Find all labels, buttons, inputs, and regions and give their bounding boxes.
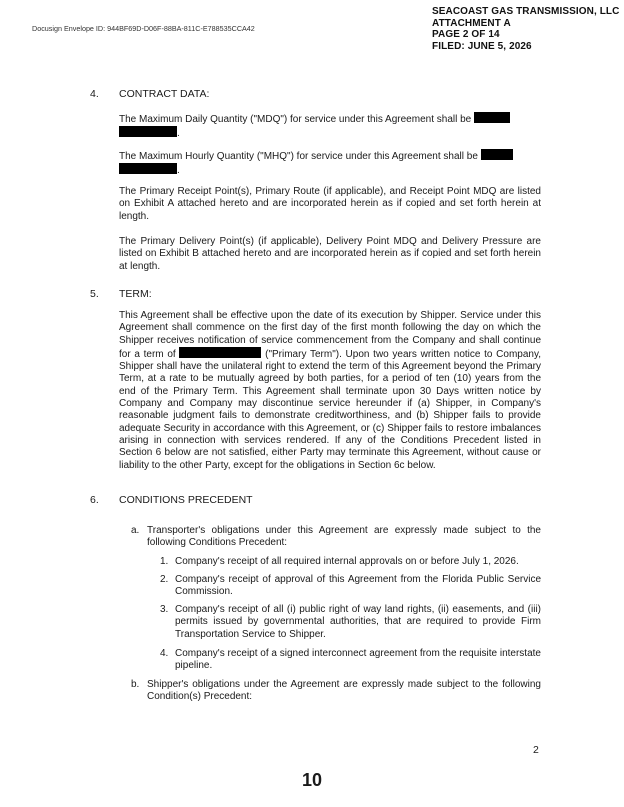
redaction-block	[179, 347, 261, 358]
mdq-text: The Maximum Daily Quantity ("MDQ") for service under this Agreement shall be	[119, 114, 472, 125]
section-4-number: 4.	[90, 88, 99, 100]
section-4-title: CONTRACT DATA:	[119, 88, 210, 100]
section-5-title: TERM:	[119, 288, 152, 300]
term-text-end: ("Primary Term"). Upon two years written notice to Company, Shipper shall have the unilateral right to extend the term of this Agreement beyond the Primary Term, at a rate to be mutually agreed by both parties, for a period of ten (10) years from the end of the Primary Term. This Agreement shall terminate upon 30 Days written notice by Company and Company may discontinue service hereunder if (a) Shipper, in Company's reasonable judgment fails to demonstrate creditworthiness, and (b) Shipper fails to provide adequate Security in accordance with this Agreement, or (c) Shipper fails to restore imbalances arising in connection with services rendered. If any of the Conditions Precedent listed in Section 6 below are not satisfied, either Party may terminate this Agreement, without cause or liability to the other Party, except for the obligations in Section 6c below.	[119, 348, 542, 471]
term-text-start: This Agreement shall be effective upon the date of its execution by Shipper. Service under this Agreement shall commence on the first day of the first month following the day on which the Shipper receives notification of service commencement from the Company and shall continue for a term of	[119, 310, 541, 360]
mhq-text: The Maximum Hourly Quantity ("MHQ") for service under this Agreement shall be	[119, 151, 478, 162]
header-page: PAGE 2 OF 14	[432, 29, 500, 40]
section-5-number: 5.	[90, 288, 99, 300]
header-filed-date: FILED: JUNE 5, 2026	[432, 40, 532, 52]
mdq-paragraph: The Maximum Daily Quantity ("MDQ") for service under this Agreement shall be .	[119, 112, 541, 141]
page-number: 2	[533, 744, 539, 756]
condition-item-number: 4.	[160, 648, 169, 659]
receipt-point-paragraph: The Primary Receipt Point(s), Primary Route (if applicable), and Receipt Point MDQ are listed on Exhibit A attached hereto and are incorporated herein as if copied and set forth herein at length.	[119, 186, 541, 222]
redaction-block	[481, 149, 513, 160]
condition-item-text: Company's receipt of all (i) public right of way land rights, (ii) easements, and (iii) permits issued by governmental authorities, that are required to provide Firm Transportation Service to Shipper.	[175, 604, 541, 640]
exhibit-page-number: 10	[302, 770, 323, 790]
condition-a-label: a.	[131, 525, 140, 536]
delivery-point-paragraph: The Primary Delivery Point(s) (if applicable), Delivery Point MDQ and Delivery Pressure are listed on Exhibit B attached hereto and are incorporated herein as if copied and set forth herein at length.	[119, 236, 541, 272]
condition-b-text: Shipper's obligations under the Agreement are expressly made subject to the following Condition(s) Precedent:	[147, 679, 541, 703]
filing-header	[432, 6, 619, 52]
condition-item-number: 3.	[160, 604, 169, 615]
condition-item-text: Company's receipt of all required internal approvals on or before July 1, 2026.	[175, 556, 519, 567]
redaction-block	[119, 163, 177, 174]
redaction-block	[474, 112, 510, 123]
redaction-block	[119, 126, 177, 137]
section-6-number: 6.	[90, 494, 99, 506]
header-company: SEACOAST GAS TRANSMISSION, LLC	[432, 6, 620, 17]
condition-item-number: 1.	[160, 556, 169, 567]
condition-a-text: Transporter's obligations under this Agreement are expressly made subject to the following Conditions Precedent:	[147, 525, 541, 549]
condition-item-text: Company's receipt of a signed interconnect agreement from the requisite interstate pipeline.	[175, 648, 541, 672]
condition-item-number: 2.	[160, 574, 169, 585]
condition-b-label: b.	[131, 679, 140, 690]
condition-item-text: Company's receipt of approval of this Agreement from the Florida Public Service Commission.	[175, 574, 541, 598]
mhq-paragraph: The Maximum Hourly Quantity ("MHQ") for service under this Agreement shall be .	[119, 149, 541, 178]
docusign-envelope-id: Docusign Envelope ID: 944BF69D-D06F-88BA-811C-E788535CCA42	[32, 24, 255, 33]
header-attachment: ATTACHMENT A	[432, 17, 511, 29]
term-paragraph	[119, 310, 541, 472]
section-6-title: CONDITIONS PRECEDENT	[119, 494, 253, 506]
